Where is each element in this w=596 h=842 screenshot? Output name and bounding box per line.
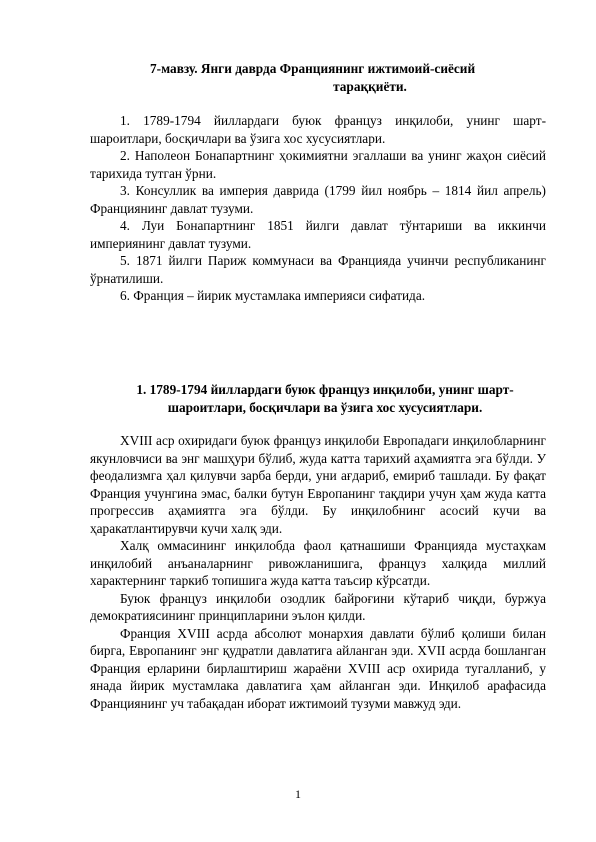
paragraph: XVIII аср охиридаги буюк француз инқилоби Европадаги инқилобларнинг якунловчиси ва энг машҳури бўлиб, жуда катта тарихий аҳамиятга эга бўлди. У феодализмга ҳал қилувчи зарба берди, уни ағдариб, емириб ташлади. Бу фақат Франция учунгина эмас, балки бутун Европанинг тақдири учун ҳам жуда катта прогрессив аҳамиятга эга бўлди. Бу инқилобнинг асосий кучи ва ҳаракатлантирувчи кучи халқ эди.: [90, 433, 546, 536]
paragraph: Буюк француз инқилоби озодлик байроғини кўтариб чиқди, буржуа демократиясининг принципларини эълон қилди.: [90, 590, 546, 623]
topic-outline: [90, 112, 546, 305]
section-heading: 1. 1789-1794 йиллардаги буюк француз инқилоби, унинг шарт-шароитлари, босқичлари ва ўзига хос хусусиятлари.: [136, 382, 514, 415]
title-line-2: тараққиёти.: [333, 78, 407, 94]
outline-item: 3. Консуллик ва империя даврида (1799 йил ноябрь – 1814 йил апрель) Франциянинг давлат тузуми.: [90, 183, 546, 216]
body-text: [90, 432, 546, 712]
outline-item: 1. 1789-1794 йиллардаги буюк француз инқилоби, унинг шарт-шароитлари, босқичлари ва ўзига хос хусусиятлари.: [90, 113, 546, 146]
outline-item: 4. Луи Бонапартнинг 1851 йилги давлат тўнтариши ва иккинчи империянинг давлат тузуми.: [90, 218, 546, 251]
paragraph: Франция XVIII асрда абсолют монархия давлати бўлиб қолиши билан бирга, Европанинг энг қудратли давлатига айланган эди. XVII асрда бошланган Франция ерларини бирлаштириш жараёни XVIII аср охирида тугалланиб, у янада йирик мустамлака давлатига ҳам айланган эди. Инқилоб арафасида Франциянинг уч табақадан иборат ижтимоий тузуми мавжуд эди.: [90, 625, 546, 711]
outline-item: 6. Франция – йирик мустамлака империяси сифатида.: [120, 288, 426, 303]
outline-item: 2. Наполеон Бонапартнинг ҳокимиятни эгаллаши ва унинг жаҳон сиёсий тарихида тутган ўрни.: [90, 148, 546, 181]
page-title: [150, 60, 530, 95]
page-number: 1: [295, 787, 301, 801]
paragraph: Халқ оммасининг инқилобда фаол қатнашиши Францияда мустаҳкам инқилобий анъаналарнинг ривожланишига, француз халқида миллий характернинг таркиб топишига жуда катта таъсир кўрсатди.: [90, 538, 546, 588]
outline-item: 5. 1871 йилги Париж коммунаси ва Францияда учинчи республиканинг ўрнатилиши.: [90, 253, 546, 286]
title-line-1: 7-мавзу. Янги даврда Франциянинг ижтимоий-сиёсий: [150, 61, 476, 76]
